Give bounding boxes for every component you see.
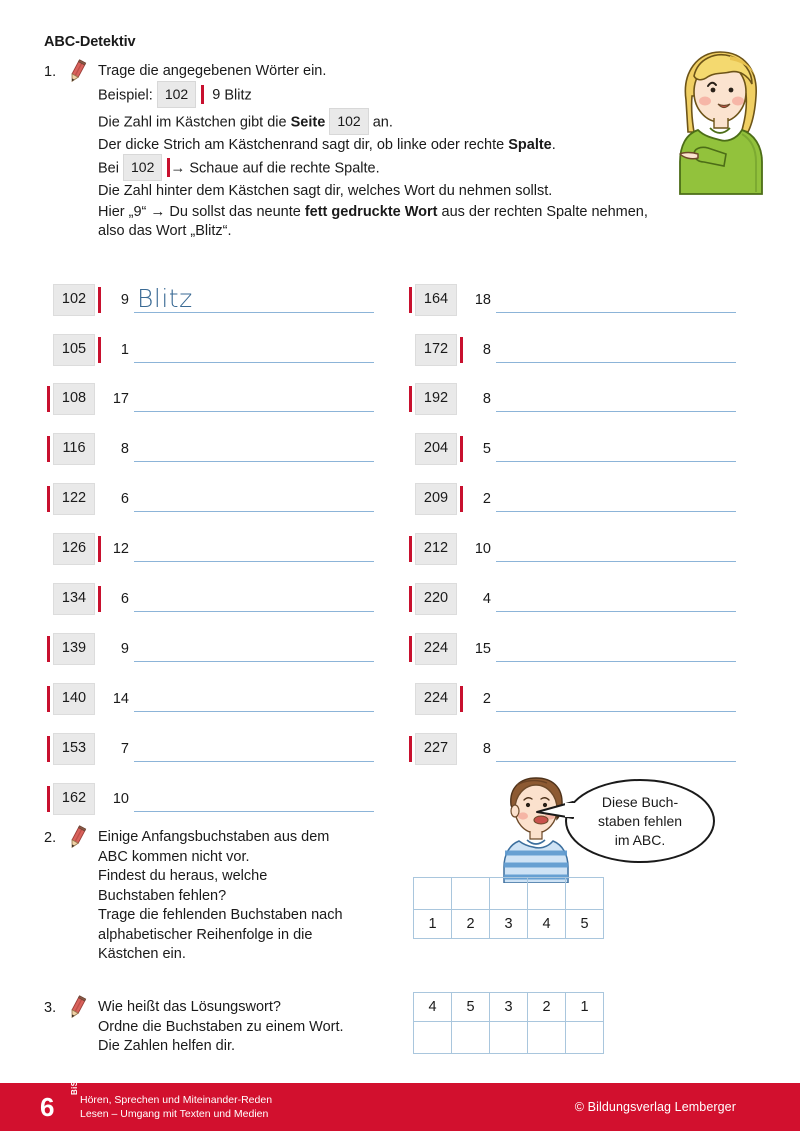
page-chip: 224: [415, 633, 457, 665]
answer-line[interactable]: [496, 536, 736, 562]
word-index: 17: [112, 391, 129, 407]
task-2-line-2: ABC kommen nicht vor.: [98, 848, 250, 865]
grid-row-numbers: [414, 993, 604, 1022]
column-marker-right: [98, 337, 101, 363]
page-chip: 122: [53, 483, 95, 515]
speech-line-2: staben fehlen: [597, 812, 683, 829]
answer-line[interactable]: [496, 736, 736, 762]
column-marker-right-slot: [457, 386, 466, 412]
exercise-row[interactable]: [44, 632, 374, 666]
task-1-expl-line-4: Die Zahl hinter dem Kästchen sagt dir, welches Wort du nehmen sollst.: [98, 183, 553, 199]
example-column-marker: [201, 85, 204, 104]
exercise-row[interactable]: [44, 582, 374, 616]
column-marker-left: [47, 786, 50, 812]
page-chip: 162: [53, 783, 95, 815]
number-cell: 1: [566, 993, 604, 1022]
number-cell: 4: [414, 993, 452, 1022]
column-marker-left: [409, 636, 412, 662]
page-chip: 209: [415, 483, 457, 515]
number-cell: 4: [528, 910, 566, 939]
expl-5-text-b: Du sollst das neunte: [165, 203, 305, 220]
letter-cell[interactable]: [490, 878, 528, 910]
arrow-right-icon: →: [170, 159, 186, 177]
column-marker-right-slot: [457, 686, 466, 712]
word-index: 8: [482, 391, 491, 407]
exercise-row[interactable]: [44, 782, 374, 816]
column-marker-left-slot: [44, 287, 53, 313]
column-marker-left-slot: [406, 586, 415, 612]
answer-line[interactable]: [134, 686, 374, 712]
page-title: ABC-Detektiv: [44, 34, 136, 50]
column-marker-right: [98, 536, 101, 562]
expl-1-text-a: Die Zahl im Kästchen gibt die: [98, 113, 291, 130]
column-marker-left-slot: [44, 636, 53, 662]
answer-line[interactable]: [496, 486, 736, 512]
column-marker-left-slot: [406, 386, 415, 412]
answer-line[interactable]: [134, 486, 374, 512]
footer-competence-lines: [80, 1094, 272, 1121]
exercise-row[interactable]: [406, 482, 736, 516]
speech-bubble: [565, 779, 715, 863]
number-cell: 3: [490, 993, 528, 1022]
exercise-row[interactable]: [406, 582, 736, 616]
task-3-body: [90, 998, 420, 1057]
word-index: 8: [482, 342, 491, 358]
column-marker-right: [460, 686, 463, 712]
speech-line-1: Diese Buch-: [601, 793, 679, 810]
number-cell: 5: [452, 993, 490, 1022]
column-marker-left-slot: [406, 486, 415, 512]
expl-2-bold: Spalte: [508, 136, 552, 153]
speech-bubble-tail: [535, 800, 575, 826]
expl-1-page-chip: 102: [329, 108, 368, 135]
task-2-line-7: Kästchen ein.: [98, 946, 186, 962]
expl-3-page-chip: 102: [123, 154, 162, 181]
column-marker-left-slot: [44, 536, 53, 562]
column-marker-right-slot: [95, 686, 104, 712]
speech-line-3: im ABC.: [614, 831, 666, 848]
column-marker-left: [409, 736, 412, 762]
answer-line[interactable]: [496, 686, 736, 712]
page-chip: 140: [53, 683, 95, 715]
page-footer: [0, 1075, 800, 1131]
column-marker-right-slot: [457, 586, 466, 612]
page-chip: 204: [415, 433, 457, 465]
column-marker-left-slot: [406, 536, 415, 562]
word-index: 5: [482, 441, 491, 457]
answer-line[interactable]: [496, 436, 736, 462]
column-marker-left: [409, 386, 412, 412]
answer-line[interactable]: [134, 337, 374, 363]
task-2-line-5: Trage die fehlenden Buchstaben nach: [98, 907, 343, 923]
page-chip: 172: [415, 334, 457, 366]
column-marker-right: [98, 287, 101, 313]
example-index: 9: [212, 86, 221, 103]
task-3-line-1: Wie heißt das Lösungswort?: [98, 999, 281, 1015]
column-marker-left-slot: [406, 686, 415, 712]
pencil-icon: [64, 995, 90, 1021]
column-marker-right-slot: [95, 586, 104, 612]
column-marker-left-slot: [44, 586, 53, 612]
column-marker-left: [47, 736, 50, 762]
column-marker-left-slot: [44, 786, 53, 812]
column-marker-right: [460, 436, 463, 462]
word-index: 15: [474, 641, 491, 657]
column-marker-right-slot: [457, 636, 466, 662]
answer-line[interactable]: [134, 636, 374, 662]
expl-5-text-a: Hier „9“: [98, 203, 151, 220]
page-chip: 153: [53, 733, 95, 765]
column-marker-right-slot: [95, 386, 104, 412]
pencil-icon: [64, 825, 90, 851]
letter-cell[interactable]: [414, 1022, 452, 1054]
page-chip: 105: [53, 334, 95, 366]
word-index: 18: [474, 292, 491, 308]
page-chip: 212: [415, 533, 457, 565]
word-index: 8: [482, 741, 491, 757]
answer-line[interactable]: [496, 586, 736, 612]
word-index: 4: [482, 591, 491, 607]
exercise-row[interactable]: [44, 333, 374, 367]
expl-1-text-b: an.: [372, 113, 393, 130]
number-cell: 1: [414, 910, 452, 939]
task-2-number: 2.: [44, 830, 57, 846]
page-chip: 220: [415, 583, 457, 615]
footer-bist-label: BiST: [70, 1075, 79, 1095]
page-chip: 116: [53, 433, 95, 465]
boy-speaking-illustration: [497, 775, 575, 883]
task-2-body: [90, 828, 420, 965]
column-marker-right-slot: [95, 636, 104, 662]
page-chip: 192: [415, 383, 457, 415]
expl-1-bold: Seite: [290, 113, 326, 130]
column-marker-left-slot: [406, 636, 415, 662]
word-index: 2: [482, 691, 491, 707]
word-index: 9: [120, 641, 129, 657]
pencil-icon: [64, 59, 90, 85]
letter-cell[interactable]: [452, 878, 490, 910]
column-marker-left: [47, 686, 50, 712]
answer-line[interactable]: [134, 536, 374, 562]
page-chip: 139: [53, 633, 95, 665]
footer-copyright: © Bildungsverlag Lemberger: [574, 1100, 736, 1114]
column-marker-left-slot: [44, 386, 53, 412]
letter-cell[interactable]: [414, 878, 452, 910]
word-index: 10: [112, 791, 129, 807]
exercise-row[interactable]: [406, 632, 736, 666]
column-marker-right-slot: [95, 736, 104, 762]
letter-cell[interactable]: [528, 878, 566, 910]
task-3-line-3: Die Zahlen helfen dir.: [98, 1038, 236, 1054]
exercise-row[interactable]: [44, 283, 374, 317]
exercise-row[interactable]: [406, 333, 736, 367]
task-1-expl-line-6: also das Wort „Blitz“.: [98, 223, 232, 239]
answer-line[interactable]: [134, 284, 374, 313]
column-marker-right-slot: [457, 486, 466, 512]
task-1-example: [98, 82, 650, 109]
missing-letters-grid[interactable]: [413, 877, 604, 939]
column-marker-right-slot: [95, 786, 104, 812]
column-marker-left-slot: [44, 736, 53, 762]
page-chip: 224: [415, 683, 457, 715]
answer-line[interactable]: [496, 386, 736, 412]
column-marker-left-slot: [44, 436, 53, 462]
page-chip: 102: [53, 284, 95, 316]
letter-cell[interactable]: [452, 1022, 490, 1054]
exercise-row[interactable]: [44, 432, 374, 466]
exercise-row[interactable]: [44, 682, 374, 716]
task-1: [44, 62, 684, 242]
column-marker-left: [47, 486, 50, 512]
answer-line[interactable]: [134, 586, 374, 612]
column-marker-right-slot: [95, 486, 104, 512]
column-marker-left-slot: [406, 436, 415, 462]
column-marker-left: [409, 586, 412, 612]
task-2-line-1: Einige Anfangsbuchstaben aus dem: [98, 829, 330, 845]
column-marker-right-slot: [457, 287, 466, 313]
column-marker-right-slot: [457, 436, 466, 462]
example-page-chip: 102: [157, 81, 196, 108]
exercise-row[interactable]: [406, 283, 736, 317]
page-chip: 134: [53, 583, 95, 615]
word-index: 6: [120, 591, 129, 607]
column-marker-right-slot: [95, 436, 104, 462]
word-index: 10: [474, 541, 491, 557]
example-label: Beispiel:: [98, 86, 153, 103]
answer-line[interactable]: [134, 386, 374, 412]
column-marker-left: [47, 636, 50, 662]
word-index: 6: [120, 491, 129, 507]
task-2: [44, 828, 424, 965]
girl-pointing-illustration: [668, 44, 780, 196]
word-index: 12: [112, 541, 129, 557]
task-1-heading: Trage die angegebenen Wörter ein.: [98, 63, 327, 79]
column-marker-left: [409, 536, 412, 562]
column-marker-left-slot: [406, 736, 415, 762]
task-1-expl-line-5: [98, 202, 650, 223]
column-marker-right-slot: [457, 337, 466, 363]
number-cell: 2: [452, 910, 490, 939]
expl-3-text-b: Schaue auf die rechte Spalte.: [189, 160, 380, 177]
number-cell: 5: [566, 910, 604, 939]
task-1-body: [90, 62, 650, 242]
exercise-row[interactable]: [44, 382, 374, 416]
exercise-row[interactable]: [406, 682, 736, 716]
exercise-row[interactable]: [406, 532, 736, 566]
column-marker-left-slot: [406, 287, 415, 313]
column-marker-right: [460, 337, 463, 363]
task-2-line-4: Buchstaben fehlen?: [98, 887, 227, 904]
column-marker-right-slot: [95, 337, 104, 363]
task-1-expl-line-2: [98, 136, 650, 156]
word-index: 8: [120, 441, 129, 457]
task-2-line-6: alphabetischer Reihenfolge in die: [98, 926, 313, 943]
page-chip: 108: [53, 383, 95, 415]
expl-3-text-a: Bei: [98, 160, 119, 177]
task-1-expl-line-3: [98, 155, 650, 182]
word-index: 9: [120, 292, 129, 308]
answer-text: Blitz: [137, 284, 193, 313]
expl-5-bold: fett gedruckte Wort: [304, 203, 438, 220]
number-cell: 2: [528, 993, 566, 1022]
exercise-row[interactable]: [406, 732, 736, 766]
page-chip: 164: [415, 284, 457, 316]
column-marker-right: [460, 486, 463, 512]
arrow-right-icon-2: →: [150, 202, 166, 220]
exercise-row[interactable]: [44, 482, 374, 516]
speech-bubble-text: [598, 793, 682, 850]
task-3-number: 3.: [44, 1000, 57, 1016]
answer-line[interactable]: [134, 736, 374, 762]
expl-5-text-c: aus der rechten Spalte nehmen,: [437, 203, 648, 220]
solution-word-grid[interactable]: [413, 992, 604, 1054]
page-chip: 227: [415, 733, 457, 765]
letter-cell[interactable]: [528, 1022, 566, 1054]
word-index: 2: [482, 491, 491, 507]
word-index: 14: [112, 691, 129, 707]
grid-row-letters[interactable]: [414, 878, 604, 910]
answer-line[interactable]: [496, 636, 736, 662]
column-marker-right-slot: [95, 536, 104, 562]
exercise-row[interactable]: [406, 382, 736, 416]
column-marker-left: [47, 436, 50, 462]
column-marker-left-slot: [44, 337, 53, 363]
column-marker-left: [47, 386, 50, 412]
task-2-line-3: Findest du heraus, welche: [98, 868, 268, 884]
number-cell: 3: [490, 910, 528, 939]
expl-3-column-marker: [167, 158, 170, 177]
column-marker-right-slot: [457, 536, 466, 562]
answer-line[interactable]: [496, 287, 736, 313]
column-marker-right-slot: [457, 736, 466, 762]
column-marker-left-slot: [406, 337, 415, 363]
answer-line[interactable]: [134, 436, 374, 462]
grid-row-letters[interactable]: [414, 1022, 604, 1054]
word-index: 7: [120, 741, 129, 757]
letter-cell[interactable]: [566, 878, 604, 910]
letter-cell[interactable]: [490, 1022, 528, 1054]
answer-line[interactable]: [496, 337, 736, 363]
task-1-number: 1.: [44, 64, 57, 80]
footer-line-1: Hören, Sprechen und Miteinander-Reden: [80, 1094, 273, 1106]
footer-line-2: Lesen – Umgang mit Texten und Medien: [80, 1107, 269, 1120]
column-marker-right: [98, 586, 101, 612]
task-3-line-2: Ordne die Buchstaben zu einem Wort.: [98, 1018, 344, 1035]
letter-cell[interactable]: [566, 1022, 604, 1054]
word-index: 1: [120, 342, 129, 358]
page-chip: 126: [53, 533, 95, 565]
expl-2-text-b: .: [551, 136, 556, 153]
column-marker-left-slot: [44, 486, 53, 512]
column-marker-right-slot: [95, 287, 104, 313]
column-marker-left-slot: [44, 686, 53, 712]
footer-page-number: 6: [40, 1092, 55, 1122]
exercise-row[interactable]: [44, 532, 374, 566]
column-marker-left: [409, 287, 412, 313]
exercise-row[interactable]: [44, 732, 374, 766]
grid-row-numbers: [414, 910, 604, 939]
expl-2-text-a: Der dicke Strich am Kästchenrand sagt dir, ob linke oder rechte: [98, 136, 509, 153]
example-word: Blitz: [224, 86, 252, 103]
answer-line[interactable]: [134, 786, 374, 812]
task-1-expl-line-1: [98, 109, 650, 136]
exercise-row[interactable]: [406, 432, 736, 466]
task-3: [44, 998, 424, 1057]
